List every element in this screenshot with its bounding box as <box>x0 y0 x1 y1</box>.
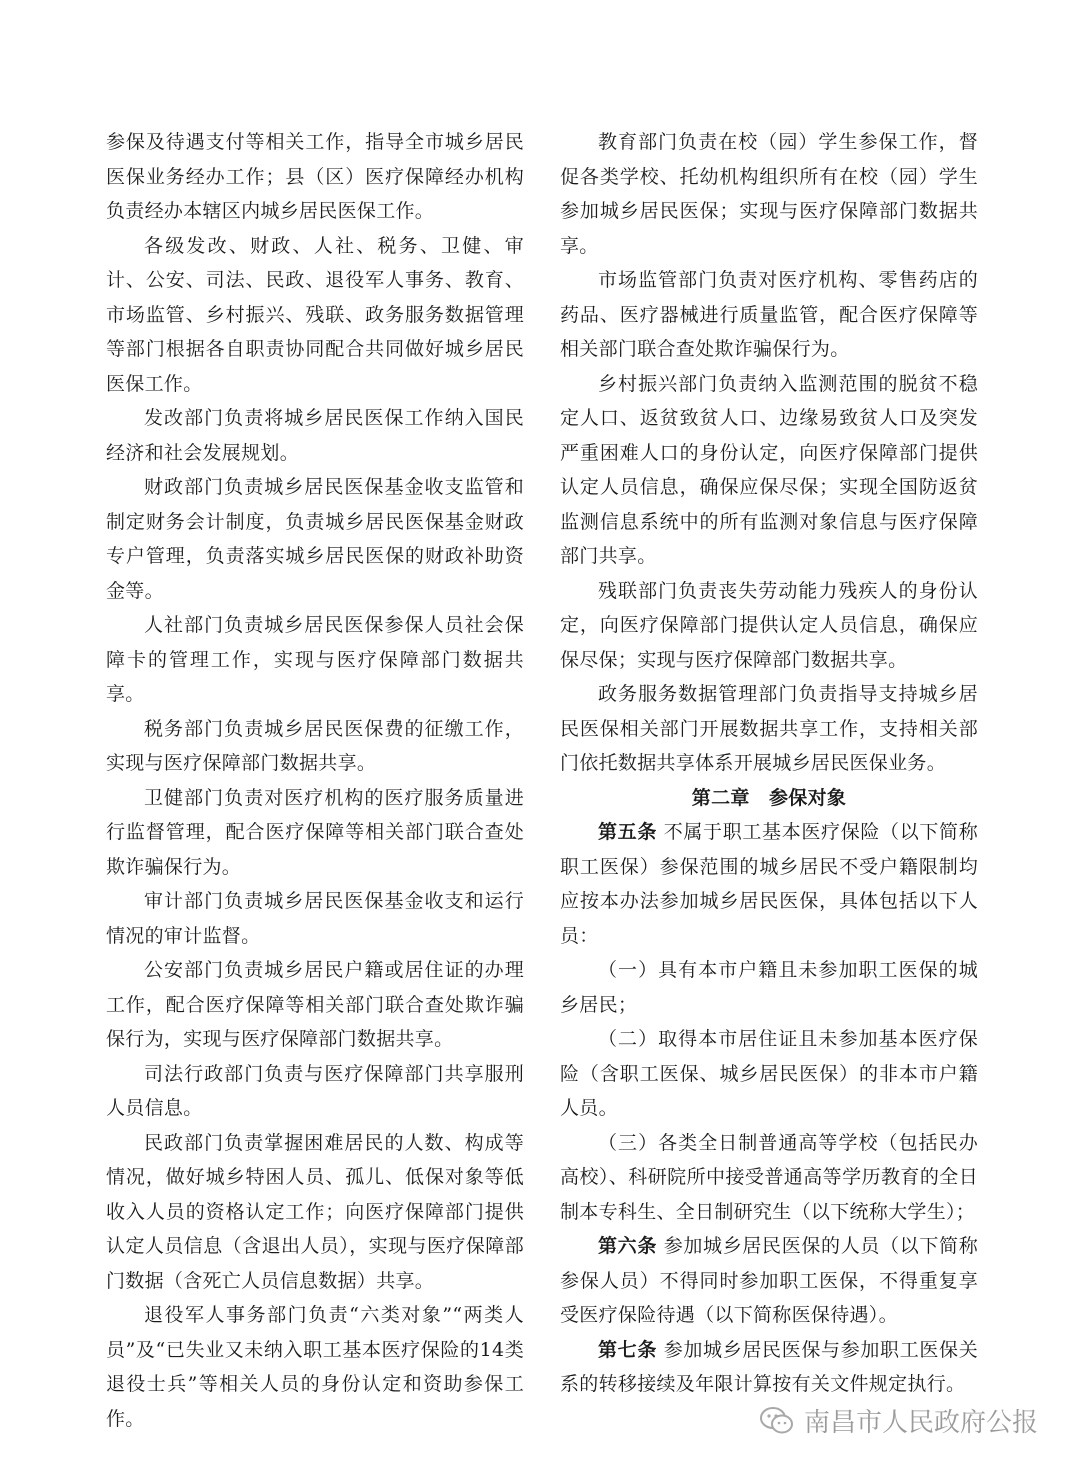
article-7-label: 第七条 <box>598 1338 657 1361</box>
paragraph-veterans: 退役军人事务部门负责“六类对象”“两类人员”及“已失业又未纳入职工基本医疗保险的14类退役士兵”等相关人员的身份认定和资助参保工作。 <box>106 1304 524 1430</box>
paragraph-departments-overview: 各级发改、财政、人社、税务、卫健、审计、公安、司法、民政、退役军人事务、教育、市场监管、乡村振兴、残联、政务服务数据管理等部门根据各自职责协同配合共同做好城乡居民医保工作。 <box>106 234 524 395</box>
paragraph-rural-revitalization: 乡村振兴部门负责纳入监测范围的脱贫不稳定人口、返贫致贫人口、边缘易致贫人口及突发严重困难人口的身份认定，向医疗保障部门提供认定人员信息，确保应保尽保；实现全国防返贫监测信息系统中的所有监测对象信息与医疗保障部门共享。 <box>560 372 978 567</box>
watermark-text: 南昌市人民政府公报 <box>804 1407 1039 1437</box>
list-item-3: （三）各类全日制普通高等学校（包括民办高校）、科研院所中接受普通高等学历教育的全日制本专科生、全日制研究生（以下统称大学生）； <box>560 1131 978 1223</box>
article-6-label: 第六条 <box>598 1235 657 1257</box>
article-7 <box>560 1333 978 1402</box>
wechat-icon <box>760 1406 794 1436</box>
article-7-text: 参加城乡居民医保与参加职工医保关系的转移接续及年限计算按有关文件规定执行。 <box>560 1338 978 1395</box>
paragraph-public-security: 公安部门负责城乡居民户籍或居住证的办理工作，配合医疗保障等相关部门联合查处欺诈骗保行为，实现与医疗保障部门数据共享。 <box>106 959 524 1050</box>
left-column <box>106 125 524 1436</box>
paragraph-development-reform: 发改部门负责将城乡居民医保工作纳入国民经济和社会发展规划。 <box>106 407 524 464</box>
list-item-2: （二）取得本市居住证且未参加基本医疗保险（含职工医保、城乡居民医保）的非本市户籍人员。 <box>560 1028 978 1119</box>
article-6-text: 参加城乡居民医保的人员（以下简称参保人员）不得同时参加职工医保，不得重复享受医疗保险待遇（以下简称医保待遇）。 <box>560 1235 978 1326</box>
paragraph-health: 卫健部门负责对医疗机构的医疗服务质量进行监督管理，配合医疗保障等相关部门联合查处欺诈骗保行为。 <box>106 786 524 878</box>
paragraph-disabled-federation: 残联部门负责丧失劳动能力残疾人的身份认定，向医疗保障部门提供认定人员信息，确保应保尽保；实现与医疗保障部门数据共享。 <box>560 579 978 671</box>
paragraph-continuation: 参保及待遇支付等相关工作，指导全市城乡居民医保业务经办工作；县（区）医疗保障经办机构负责经办本辖区内城乡居民医保工作。 <box>106 131 524 222</box>
paragraph-education: 教育部门负责在校（园）学生参保工作，督促各类学校、托幼机构组织所有在校（园）学生参加城乡居民医保；实现与医疗保障部门数据共享。 <box>560 131 978 257</box>
chapter-title: 第二章 参保对象 <box>691 786 847 809</box>
article-5 <box>560 815 978 953</box>
paragraph-market-supervision: 市场监管部门负责对医疗机构、零售药店的药品、医疗器械进行质量监管，配合医疗保障等相关部门联合查处欺诈骗保行为。 <box>560 269 978 360</box>
paragraph-human-resources: 人社部门负责城乡居民医保参保人员社会保障卡的管理工作，实现与医疗保障部门数据共享。 <box>106 614 524 705</box>
paragraph-finance: 财政部门负责城乡居民医保基金收支监管和制定财务会计制度，负责城乡居民医保基金财政专户管理，负责落实城乡居民医保的财政补助资金等。 <box>106 476 524 602</box>
paragraph-data-management: 政务服务数据管理部门负责指导支持城乡居民医保相关部门开展数据共享工作，支持相关部门依托数据共享体系开展城乡居民医保业务。 <box>560 683 978 774</box>
article-6 <box>560 1229 978 1333</box>
list-item-1: （一）具有本市户籍且未参加职工医保的城乡居民； <box>560 959 978 1016</box>
paragraph-taxation: 税务部门负责城乡居民医保费的征缴工作，实现与医疗保障部门数据共享。 <box>106 717 524 774</box>
paragraph-audit: 审计部门负责城乡居民医保基金收支和运行情况的审计监督。 <box>106 890 524 947</box>
right-column <box>560 125 978 1402</box>
article-5-label: 第五条 <box>598 821 657 843</box>
paragraph-civil-affairs: 民政部门负责掌握困难居民的人数、构成等情况，做好城乡特困人员、孤儿、低保对象等低收入人员的资格认定工作；向医疗保障部门提供认定人员信息（含退出人员），实现与医疗保障部门数据（含死亡人员信息数据）共享。 <box>106 1131 524 1292</box>
article-5-text: 不属于职工基本医疗保险（以下简称职工医保）参保范围的城乡居民不受户籍限制均应按本办法参加城乡居民医保，具体包括以下人员： <box>560 821 978 947</box>
paragraph-justice: 司法行政部门负责与医疗保障部门共享服刑人员信息。 <box>106 1062 524 1119</box>
watermark <box>760 1402 1038 1439</box>
